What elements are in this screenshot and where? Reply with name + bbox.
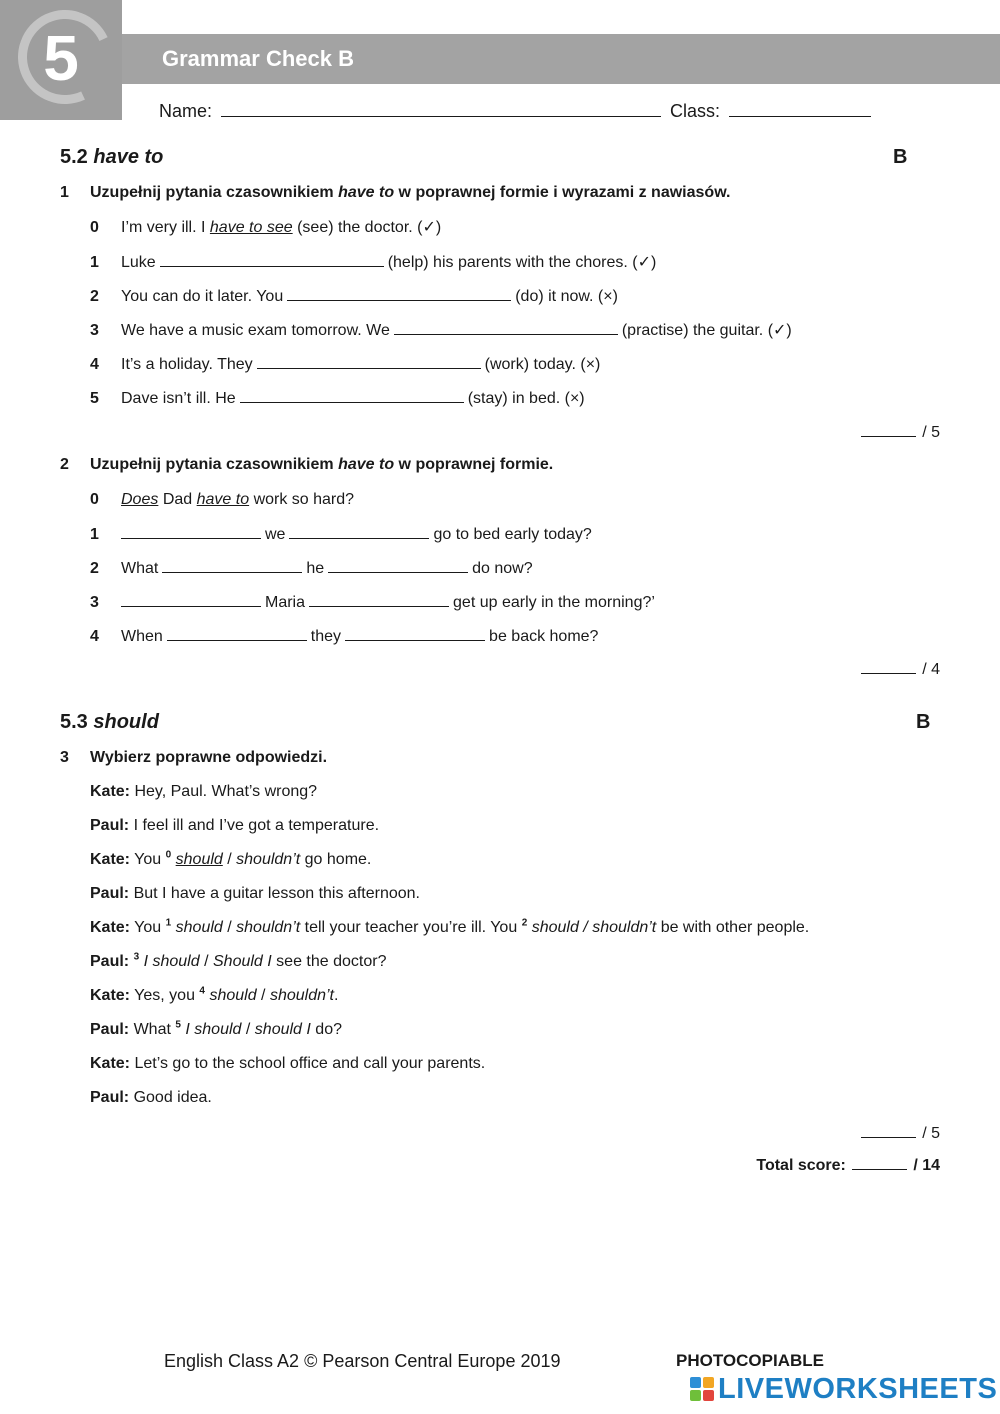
item-text: (work) today. (×) (484, 356, 601, 373)
answer-blank[interactable] (328, 558, 468, 573)
choice-option[interactable]: Should I (213, 953, 272, 970)
choice-separator: / (227, 919, 232, 936)
exercise-number: 2 (60, 456, 69, 473)
exercise-1-score (861, 424, 940, 442)
instruction-keyword: have to (338, 456, 395, 473)
dialogue-line-5 (90, 919, 809, 937)
item-number: 1 (90, 526, 99, 543)
answer-blank[interactable] (394, 320, 618, 335)
choice-separator: / (204, 953, 209, 970)
exercise-1-item-5 (90, 388, 585, 409)
gap-number: 2 (521, 917, 528, 929)
line-text: What (133, 1021, 171, 1038)
item-text: (stay) in bed. (×) (467, 390, 585, 407)
exercise-2-instruction (60, 456, 553, 474)
choice-separator: / (227, 851, 232, 868)
total-score-blank[interactable] (852, 1157, 907, 1170)
item-number: 4 (90, 628, 99, 645)
item-text: do now? (472, 560, 533, 577)
exercise-2-item-1 (90, 524, 592, 545)
answer-blank[interactable] (257, 354, 481, 369)
answer-blank[interactable] (345, 626, 485, 641)
item-text: Dave isn’t ill. He (121, 390, 236, 407)
item-text: Dad (162, 491, 193, 508)
choice-option[interactable]: I should (143, 953, 200, 970)
dialogue-line-8 (90, 1021, 342, 1039)
exercise-2-item-0 (90, 490, 354, 510)
copyright-text: English Class A2 © Pearson Central Europe 2019 (164, 1351, 561, 1371)
dialogue-line-7 (90, 987, 338, 1005)
choice-option-selected[interactable]: should (175, 851, 223, 868)
speaker: Paul: (90, 817, 130, 834)
item-number: 2 (90, 288, 99, 305)
exercise-1-item-4 (90, 354, 600, 375)
exercise-number: 1 (60, 184, 69, 201)
choice-option[interactable]: I should (185, 1021, 242, 1038)
photocopiable-label: PHOTOCOPIABLE (676, 1351, 824, 1370)
speaker: Kate: (90, 783, 131, 800)
dialogue-line-3 (90, 851, 371, 869)
unit-badge (0, 0, 122, 120)
name-class-row (159, 101, 871, 122)
speaker: Kate: (90, 1055, 131, 1072)
item-number: 3 (90, 322, 99, 339)
item-text: (help) his parents with the chores. (✓) (387, 254, 657, 271)
item-number: 1 (90, 254, 99, 271)
class-label: Class: (670, 101, 721, 121)
exercise-1-instruction (60, 184, 730, 202)
section-level-letter: B (893, 146, 908, 168)
item-text: work so hard? (253, 491, 355, 508)
item-text: What (121, 560, 159, 577)
name-field[interactable] (221, 102, 661, 117)
speaker: Paul: (90, 885, 130, 902)
line-text: go home. (304, 851, 372, 868)
gap-number: 5 (175, 1019, 181, 1031)
answer-blank[interactable] (121, 592, 261, 607)
item-text: Maria (265, 594, 306, 611)
section-topic: have to (93, 146, 164, 168)
dialogue-line-1 (90, 783, 317, 801)
exercise-1-item-0 (90, 218, 441, 238)
unit-number: 5 (43, 22, 79, 94)
score-blank[interactable] (861, 424, 916, 437)
answer-blank[interactable] (240, 388, 464, 403)
exercise-2-score (861, 661, 940, 679)
instruction-text: Uzupełnij pytania czasownikiem (90, 184, 334, 201)
choice-option[interactable]: shouldn’t (236, 919, 301, 936)
section-number: 5.3 (60, 711, 88, 733)
line-text: do? (315, 1021, 342, 1038)
item-number: 0 (90, 491, 99, 508)
speaker: Kate: (90, 919, 131, 936)
section-topic: should (93, 711, 159, 733)
item-text: It’s a holiday. They (121, 356, 253, 373)
score-max: / 5 (922, 1125, 940, 1142)
speaker: Paul: (90, 1089, 130, 1106)
instruction-keyword: have to (338, 184, 395, 201)
item-text: I’m very ill. I (121, 219, 206, 236)
section-level-letter: B (916, 711, 931, 733)
choice-option[interactable]: should (209, 987, 257, 1004)
dialogue-line-9 (90, 1055, 485, 1073)
example-answer: have to (196, 491, 250, 508)
item-number: 0 (90, 219, 99, 236)
choice-option[interactable]: shouldn’t (269, 987, 334, 1004)
item-text: You can do it later. You (121, 288, 284, 305)
item-text: we (265, 526, 286, 543)
answer-blank[interactable] (160, 252, 384, 267)
page-title: Grammar Check B (162, 46, 354, 71)
name-label: Name: (159, 101, 213, 121)
total-score-max: / 14 (913, 1157, 940, 1174)
example-answer: have to see (209, 219, 293, 236)
item-text: be back home? (489, 628, 599, 645)
exercise-3-score (861, 1125, 940, 1143)
line-text: be with other people. (660, 919, 810, 936)
exercise-2-item-4 (90, 626, 598, 647)
choice-separator: / (245, 1021, 251, 1038)
exercise-3-instruction (60, 749, 327, 767)
item-number: 4 (90, 356, 99, 373)
line-text: Good idea. (133, 1089, 212, 1106)
gap-number: 4 (199, 985, 205, 997)
score-max: / 5 (922, 424, 940, 441)
item-number: 5 (90, 390, 99, 407)
line-text: I feel ill and I’ve got a temperature. (133, 817, 380, 834)
choice-option-pair[interactable]: should / shouldn’t (531, 919, 657, 936)
section-number: 5.2 (60, 146, 88, 168)
item-text: Luke (121, 254, 156, 271)
class-field[interactable] (729, 102, 871, 117)
dialogue-line-6 (90, 953, 386, 971)
item-text: (see) the doctor. (✓) (297, 219, 442, 236)
item-text: go to bed early today? (433, 526, 592, 543)
instruction-text: Wybierz poprawne odpowiedzi. (90, 749, 328, 766)
gap-number: 3 (133, 951, 140, 963)
item-text: get up early in the morning?’ (453, 594, 655, 611)
line-text: Hey, Paul. What’s wrong? (134, 783, 318, 800)
line-text: tell your teacher you’re ill. You (304, 919, 518, 936)
dialogue-line-10 (90, 1089, 212, 1107)
exercise-1-item-1 (90, 252, 656, 273)
item-number: 3 (90, 594, 99, 611)
answer-blank[interactable] (287, 286, 511, 301)
score-max: / 4 (922, 661, 940, 678)
line-text: But I have a guitar lesson this afternoon. (133, 885, 420, 902)
total-score-label: Total score: (756, 1157, 846, 1174)
line-text: Yes, you (134, 987, 195, 1004)
answer-blank[interactable] (167, 626, 307, 641)
choice-option[interactable]: shouldn’t (236, 851, 301, 868)
gap-number: 1 (165, 917, 172, 929)
choice-option[interactable]: should I (254, 1021, 311, 1038)
item-text: When (121, 628, 163, 645)
speaker: Paul: (90, 953, 130, 970)
answer-blank[interactable] (162, 558, 302, 573)
line-text: You (134, 919, 162, 936)
exercise-2-item-2 (90, 558, 533, 579)
total-score (756, 1157, 940, 1175)
line-text: . (334, 987, 339, 1004)
score-blank[interactable] (861, 1125, 916, 1138)
example-answer: Does (121, 491, 159, 508)
item-text: We have a music exam tomorrow. We (121, 322, 390, 339)
liveworksheets-icon (690, 1377, 714, 1401)
answer-blank[interactable] (289, 524, 429, 539)
answer-blank[interactable] (309, 592, 449, 607)
liveworksheets-logo (690, 1374, 997, 1404)
exercise-number: 3 (60, 749, 69, 766)
score-blank[interactable] (861, 661, 916, 674)
dialogue-line-4 (90, 885, 420, 903)
exercise-1-item-2 (90, 286, 618, 307)
item-text: (do) it now. (×) (515, 288, 618, 305)
dialogue-line-2 (90, 817, 379, 835)
choice-option[interactable]: should (175, 919, 223, 936)
speaker: Kate: (90, 987, 131, 1004)
section-title-should (60, 711, 159, 734)
line-text: You (134, 851, 162, 868)
exercise-1-item-3 (90, 320, 792, 341)
line-text: see the doctor? (276, 953, 387, 970)
item-text: (practise) the guitar. (✓) (621, 322, 792, 339)
item-text: he (306, 560, 325, 577)
item-text: they (310, 628, 342, 645)
answer-blank[interactable] (121, 524, 261, 539)
gap-number: 0 (165, 849, 172, 861)
instruction-text: Uzupełnij pytania czasownikiem (90, 456, 334, 473)
instruction-text: w poprawnej formie. (398, 456, 554, 473)
liveworksheets-wordmark: LIVEWORKSHEETS (718, 1372, 998, 1405)
speaker: Paul: (90, 1021, 130, 1038)
choice-separator: / (261, 987, 266, 1004)
section-title-have-to (60, 146, 163, 169)
exercise-2-item-3 (90, 592, 655, 613)
line-text: Let’s go to the school office and call your parents. (134, 1055, 486, 1072)
instruction-text: w poprawnej formie i wyrazami z nawiasów. (398, 184, 731, 201)
speaker: Kate: (90, 851, 131, 868)
item-number: 2 (90, 560, 99, 577)
